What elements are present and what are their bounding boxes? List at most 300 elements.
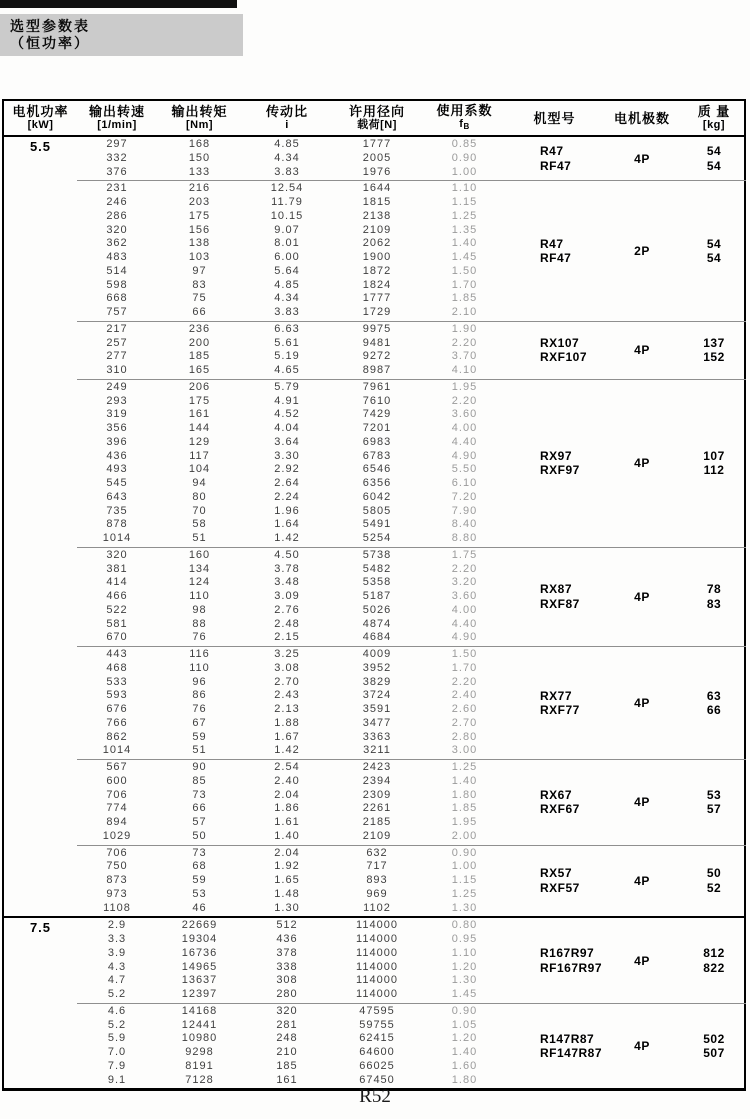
output-torque-cell: 70 — [192, 504, 207, 517]
model-name: R147R87 — [540, 1031, 595, 1046]
output-torque-cell: 76 — [192, 703, 207, 715]
output-speed-cell: 766 — [106, 716, 128, 729]
radial-load-cell: 9481 — [362, 336, 392, 349]
ratio-cell: 1.67 — [274, 730, 300, 743]
output-torque-cell: 67 — [192, 716, 207, 729]
service-factor-cell: 1.20 — [451, 960, 478, 973]
output-torque-cell: 175 — [188, 394, 211, 407]
service-factor-cell: 2.20 — [451, 336, 478, 349]
gear-group — [77, 321, 746, 379]
motor-power-value: 7.5 — [29, 920, 52, 936]
output-speed-cell: 973 — [106, 887, 128, 900]
ratio-cell: 4.34 — [274, 151, 300, 164]
output-speed-cell: 297 — [106, 138, 128, 150]
radial-load-cell: 2309 — [362, 788, 392, 801]
weight-value: 507 — [703, 1046, 725, 1060]
motor-poles-cell: 4P — [634, 343, 650, 358]
weight-value: 50 — [706, 866, 722, 881]
output-torque-cell: 16736 — [181, 946, 218, 959]
service-factor-cell: 1.45 — [451, 988, 478, 1000]
model-name: RXF107 — [540, 350, 588, 365]
header-sublabel — [285, 119, 289, 132]
motor-poles-cell: 4P — [634, 456, 650, 471]
output-speed-cell: 862 — [106, 730, 128, 743]
page-title-line1: 选型参数表 — [10, 18, 90, 34]
service-factor-cell: 1.95 — [451, 380, 478, 393]
service-factor-cell: 1.30 — [451, 974, 478, 987]
service-factor-cell: 7.90 — [451, 504, 478, 517]
motor-power-value: 5.5 — [29, 139, 52, 154]
radial-load-cell: 2109 — [362, 829, 392, 842]
radial-load-cell: 7610 — [362, 394, 392, 407]
service-factor-cell: 2.80 — [451, 730, 478, 743]
output-speed-cell: 356 — [106, 422, 128, 434]
ratio-cell: 1.96 — [274, 504, 300, 517]
output-speed-cell: 1029 — [102, 829, 132, 842]
output-torque-cell: 83 — [192, 278, 207, 291]
service-factor-cell: 1.25 — [451, 761, 478, 773]
weight-value: 812 — [703, 946, 725, 960]
output-torque-cell: 13637 — [181, 974, 218, 987]
model-cell — [507, 946, 602, 975]
radial-load-cell: 66025 — [359, 1059, 395, 1072]
motor-poles-cell: 4P — [634, 795, 650, 810]
output-torque-cell: 156 — [188, 223, 211, 236]
ratio-cell: 2.04 — [274, 788, 300, 801]
weight-value: 502 — [703, 1031, 725, 1046]
header-ratio — [242, 101, 332, 135]
model-name: RXF67 — [540, 802, 580, 817]
output-torque-cell: 57 — [192, 816, 207, 828]
ratio-cell: 378 — [276, 946, 298, 959]
model-cell — [507, 449, 602, 478]
table-body — [4, 137, 744, 1088]
radial-load-cell: 1976 — [362, 165, 392, 178]
service-factor-cell: 4.10 — [451, 364, 478, 376]
radial-load-cell: 969 — [366, 887, 388, 900]
service-factor-cell: 0.80 — [451, 919, 478, 932]
radial-load-cell: 114000 — [356, 974, 398, 987]
ratio-cell: 2.92 — [274, 463, 300, 476]
output-speed-cell: 4.7 — [107, 974, 127, 987]
output-torque-cell: 200 — [188, 336, 211, 349]
page-number: R52 — [359, 1086, 391, 1107]
radial-load-cell: 4009 — [362, 648, 392, 660]
weight-value: 137 — [703, 335, 725, 350]
weight-cell — [682, 689, 746, 718]
output-torque-cell: 150 — [188, 151, 211, 164]
ratio-cell: 2.43 — [274, 689, 300, 702]
output-torque-cell: 80 — [192, 490, 207, 503]
output-speed-cell: 249 — [106, 380, 128, 393]
output-speed-cell: 332 — [106, 151, 128, 164]
service-factor-cell: 0.90 — [451, 846, 478, 859]
output-speed-cell: 5.2 — [107, 1018, 127, 1031]
model-cell — [507, 237, 602, 266]
gear-group — [77, 180, 746, 321]
output-torque-cell: 110 — [189, 661, 210, 674]
model-cell — [507, 866, 602, 895]
radial-load-cell: 62415 — [359, 1032, 395, 1045]
service-factor-cell: 1.50 — [451, 264, 478, 277]
radial-load-cell: 2185 — [362, 816, 392, 828]
output-torque-cell: 10980 — [181, 1032, 218, 1045]
service-factor-cell: 1.50 — [451, 648, 478, 660]
gear-group — [77, 759, 746, 845]
ratio-cell: 3.78 — [274, 562, 300, 575]
ratio-cell: 1.40 — [274, 829, 300, 842]
table-header-row — [4, 101, 744, 137]
radial-load-cell: 9975 — [362, 322, 392, 335]
ratio-cell: 185 — [276, 1059, 298, 1072]
output-speed-cell: 676 — [106, 703, 128, 715]
service-factor-cell: 2.10 — [451, 306, 478, 318]
radial-load-cell: 9272 — [362, 350, 392, 363]
output-speed-cell: 514 — [106, 264, 128, 277]
weight-cell — [682, 582, 746, 611]
output-torque-cell: 14168 — [181, 1004, 218, 1017]
ratio-cell: 5.61 — [274, 336, 300, 349]
service-factor-cell: 3.00 — [451, 744, 478, 757]
output-torque-cell: 51 — [192, 744, 207, 757]
radial-load-cell: 5491 — [362, 518, 392, 531]
model-name: RXF87 — [540, 596, 580, 611]
model-name: R47 — [540, 144, 564, 159]
radial-load-cell: 67450 — [359, 1073, 395, 1086]
radial-load-cell: 4684 — [362, 631, 392, 644]
service-factor-cell: 1.40 — [451, 237, 478, 250]
output-speed-cell: 320 — [106, 548, 128, 561]
output-torque-cell: 85 — [192, 774, 207, 787]
output-speed-cell: 598 — [106, 278, 128, 291]
ratio-cell: 12.54 — [270, 182, 304, 195]
output-speed-cell: 643 — [106, 490, 128, 503]
service-factor-cell: 2.20 — [451, 562, 478, 575]
output-torque-cell: 66 — [192, 802, 207, 815]
ratio-cell: 11.79 — [271, 196, 303, 208]
output-torque-cell: 22669 — [181, 919, 218, 932]
header-model — [507, 101, 602, 135]
model-name: R167R97 — [540, 946, 595, 960]
radial-load-cell: 2138 — [362, 209, 392, 222]
output-speed-cell: 468 — [106, 661, 128, 674]
header-output-speed — [77, 101, 157, 135]
radial-load-cell: 1815 — [362, 196, 392, 208]
service-factor-cell: 1.00 — [451, 165, 478, 178]
ratio-cell: 4.34 — [274, 292, 300, 305]
weight-value: 54 — [706, 158, 722, 173]
motor-poles-cell: 4P — [634, 953, 650, 968]
model-name: R47 — [540, 236, 564, 251]
service-factor-cell: 1.40 — [451, 1046, 478, 1058]
header-service-factor — [422, 101, 507, 135]
output-speed-cell: 493 — [106, 463, 128, 476]
model-name: RX87 — [540, 582, 573, 597]
header-weight — [682, 101, 746, 135]
output-speed-cell: 310 — [106, 364, 128, 376]
power-block — [4, 916, 744, 1088]
weight-cell — [682, 449, 746, 478]
service-factor-cell: 3.70 — [451, 350, 478, 363]
radial-load-cell: 1644 — [362, 182, 392, 195]
ratio-cell: 4.85 — [274, 138, 300, 150]
ratio-cell: 5.19 — [274, 350, 300, 363]
output-speed-cell: 257 — [106, 336, 128, 349]
output-torque-cell: 19304 — [181, 933, 218, 945]
output-speed-cell: 217 — [106, 322, 128, 335]
output-speed-cell: 466 — [106, 590, 128, 602]
weight-cell — [682, 237, 746, 266]
ratio-cell: 161 — [276, 1073, 298, 1086]
radial-load-cell: 6546 — [362, 463, 392, 476]
selection-parameter-table — [2, 99, 746, 1091]
radial-load-cell: 3211 — [363, 744, 391, 757]
output-torque-cell: 59 — [192, 874, 207, 886]
gear-group — [77, 1003, 746, 1089]
radial-load-cell: 114000 — [356, 919, 398, 932]
ratio-cell: 3.83 — [274, 165, 300, 178]
service-factor-cell: 1.60 — [451, 1059, 478, 1072]
service-factor-cell: 3.20 — [451, 576, 478, 589]
header-label: 机型号 — [533, 110, 576, 126]
ratio-cell: 1.61 — [274, 816, 300, 828]
output-speed-cell: 567 — [106, 761, 128, 773]
radial-load-cell: 3363 — [362, 730, 392, 743]
weight-value: 54 — [706, 236, 722, 251]
output-speed-cell: 3.9 — [107, 946, 127, 959]
output-speed-cell: 1014 — [102, 532, 132, 544]
ratio-cell: 8.01 — [274, 237, 300, 250]
service-factor-cell: 1.95 — [451, 816, 478, 828]
ratio-cell: 320 — [276, 1004, 298, 1017]
output-torque-cell: 50 — [192, 829, 207, 842]
ratio-cell: 3.08 — [274, 661, 300, 674]
output-torque-cell: 129 — [188, 435, 211, 448]
header-sublabel — [703, 119, 725, 132]
output-torque-cell: 94 — [192, 477, 207, 489]
ratio-cell: 1.88 — [274, 716, 300, 729]
output-speed-cell: 706 — [106, 788, 128, 801]
radial-load-cell: 5187 — [362, 590, 392, 602]
top-black-bar — [0, 0, 237, 8]
ratio-cell: 210 — [276, 1046, 298, 1058]
model-name: RX77 — [540, 688, 573, 703]
output-speed-cell: 246 — [106, 196, 128, 208]
service-factor-cell: 1.15 — [451, 196, 478, 208]
service-factor-cell: 2.20 — [451, 394, 478, 407]
output-speed-cell: 7.9 — [107, 1059, 127, 1072]
ratio-cell: 1.42 — [274, 532, 300, 544]
power-block — [4, 137, 744, 916]
output-speed-cell: 293 — [106, 394, 128, 407]
radial-load-cell: 7961 — [362, 380, 392, 393]
output-speed-cell: 320 — [106, 223, 128, 236]
service-factor-cell: 4.00 — [451, 603, 478, 616]
output-torque-cell: 116 — [189, 648, 210, 660]
service-factor-cell: 1.45 — [451, 251, 478, 263]
output-torque-cell: 144 — [188, 422, 211, 434]
motor-poles-cell: 2P — [634, 244, 650, 258]
ratio-cell: 4.65 — [274, 364, 300, 376]
output-speed-cell: 2.9 — [107, 919, 127, 932]
model-cell — [507, 788, 602, 817]
output-speed-cell: 5.9 — [107, 1032, 127, 1045]
radial-load-cell: 717 — [366, 860, 388, 873]
service-factor-cell: 1.15 — [451, 874, 478, 886]
output-speed-cell: 231 — [106, 182, 128, 195]
radial-load-cell: 6042 — [362, 490, 392, 503]
output-speed-cell: 286 — [106, 209, 128, 222]
output-torque-cell: 73 — [192, 846, 207, 859]
output-speed-cell: 5.2 — [107, 988, 127, 1000]
output-torque-cell: 51 — [192, 532, 207, 544]
weight-value: 54 — [706, 251, 722, 265]
service-factor-cell: 2.00 — [451, 829, 478, 842]
service-factor-cell: 0.95 — [451, 933, 478, 945]
radial-load-cell: 2261 — [362, 802, 392, 815]
ratio-cell: 1.92 — [274, 860, 300, 873]
model-name: RXF97 — [540, 463, 580, 478]
model-cell — [507, 689, 602, 718]
ratio-cell: 4.85 — [274, 278, 300, 291]
service-factor-cell: 8.80 — [451, 532, 478, 544]
header-sublabel — [28, 119, 54, 132]
model-name: RX97 — [540, 448, 573, 463]
gear-group — [77, 646, 746, 759]
service-factor-cell: 1.30 — [451, 901, 478, 914]
radial-load-cell: 7201 — [362, 422, 392, 434]
ratio-cell: 2.64 — [274, 477, 300, 489]
output-torque-cell: 59 — [192, 730, 207, 743]
model-name: RF47 — [540, 251, 572, 265]
weight-cell — [682, 1032, 746, 1061]
header-label: 使用系数 — [436, 103, 493, 118]
model-name: RXF57 — [540, 880, 580, 895]
ratio-cell: 1.48 — [274, 887, 300, 900]
radial-load-cell: 3724 — [362, 689, 392, 702]
radial-load-cell: 64600 — [359, 1046, 395, 1058]
ratio-cell: 280 — [276, 988, 298, 1000]
model-name: RF147R87 — [540, 1046, 603, 1060]
service-factor-cell: 1.80 — [451, 788, 478, 801]
ratio-cell: 2.76 — [274, 603, 300, 616]
output-speed-cell: 4.6 — [107, 1004, 127, 1017]
ratio-cell: 6.63 — [274, 322, 300, 335]
ratio-cell: 2.24 — [274, 490, 300, 503]
model-name: RXF77 — [540, 703, 580, 717]
output-torque-cell: 133 — [188, 165, 211, 178]
ratio-cell: 436 — [276, 933, 298, 945]
output-torque-cell: 165 — [188, 364, 211, 376]
header-output-torque — [157, 101, 242, 135]
output-torque-cell: 98 — [192, 603, 207, 616]
service-factor-cell: 1.00 — [451, 860, 478, 873]
output-torque-cell: 134 — [188, 562, 211, 575]
output-speed-cell: 706 — [106, 846, 128, 859]
output-torque-cell: 103 — [188, 251, 211, 263]
output-speed-cell: 443 — [106, 648, 128, 660]
ratio-cell: 4.04 — [274, 422, 300, 434]
model-name: RF47 — [540, 158, 572, 173]
ratio-cell: 1.42 — [274, 744, 300, 757]
output-torque-cell: 124 — [188, 576, 211, 589]
output-torque-cell: 68 — [192, 860, 207, 873]
service-factor-cell: 0.90 — [451, 151, 478, 164]
radial-load-cell: 2394 — [362, 774, 392, 787]
output-torque-cell: 73 — [192, 788, 207, 801]
radial-load-cell: 8987 — [362, 364, 392, 376]
radial-load-cell: 47595 — [359, 1004, 395, 1017]
service-factor-cell: 7.20 — [451, 490, 478, 503]
output-speed-cell: 4.3 — [107, 960, 127, 973]
motor-poles-cell: 4P — [634, 151, 650, 166]
gear-group — [77, 845, 746, 917]
output-speed-cell: 3.3 — [107, 933, 127, 945]
weight-value: 78 — [706, 582, 722, 597]
output-torque-cell: 206 — [188, 380, 211, 393]
radial-load-cell: 6356 — [362, 477, 392, 489]
header-label: 输出转矩 — [171, 104, 228, 119]
service-factor-cell: 3.60 — [451, 590, 478, 602]
gear-group — [77, 379, 746, 547]
header-sublabel — [459, 118, 469, 133]
model-cell — [507, 336, 602, 365]
weight-cell — [682, 144, 746, 173]
radial-load-cell: 5254 — [362, 532, 392, 544]
ratio-cell: 10.15 — [270, 209, 304, 222]
model-name: RX57 — [540, 866, 573, 881]
weight-value: 822 — [703, 960, 725, 975]
radial-load-cell: 1102 — [363, 901, 391, 914]
output-torque-cell: 168 — [188, 138, 211, 150]
page-title-box — [0, 14, 243, 56]
service-factor-cell: 1.20 — [451, 1032, 478, 1045]
output-torque-cell: 75 — [192, 292, 207, 305]
radial-load-cell: 1872 — [362, 264, 392, 277]
header-sublabel — [357, 119, 397, 132]
gear-group — [77, 137, 746, 180]
header-sublabel-text: 载荷[N] — [357, 119, 397, 131]
header-label: 许用径向 — [348, 104, 405, 119]
output-torque-cell: 96 — [192, 675, 207, 688]
model-name: RF167R97 — [540, 960, 603, 975]
radial-load-cell: 2062 — [362, 237, 392, 250]
output-torque-cell: 58 — [192, 518, 207, 531]
output-speed-cell: 9.1 — [107, 1073, 127, 1086]
output-speed-cell: 381 — [106, 562, 128, 575]
header-sublabel-text: [kg] — [702, 119, 726, 131]
header-sublabel-text: [kW] — [27, 119, 54, 131]
radial-load-cell: 114000 — [356, 988, 398, 1000]
header-sublabel-subscript: B — [463, 122, 470, 131]
output-speed-cell: 894 — [106, 816, 128, 828]
ratio-cell: 1.86 — [274, 802, 300, 815]
weight-value: 54 — [706, 144, 722, 159]
ratio-cell: 4.52 — [274, 408, 300, 421]
ratio-cell: 3.64 — [274, 435, 300, 448]
radial-load-cell: 1824 — [362, 278, 392, 291]
header-label: 质 量 — [697, 104, 731, 119]
motor-poles-cell: 4P — [634, 696, 650, 710]
radial-load-cell: 1729 — [362, 306, 392, 318]
radial-load-cell: 1777 — [362, 138, 392, 150]
radial-load-cell: 5026 — [362, 603, 392, 616]
output-torque-cell: 110 — [189, 590, 210, 602]
service-factor-cell: 4.90 — [451, 449, 478, 462]
output-speed-cell: 878 — [106, 518, 128, 531]
ratio-cell: 3.83 — [274, 306, 300, 318]
ratio-cell: 308 — [276, 974, 298, 987]
